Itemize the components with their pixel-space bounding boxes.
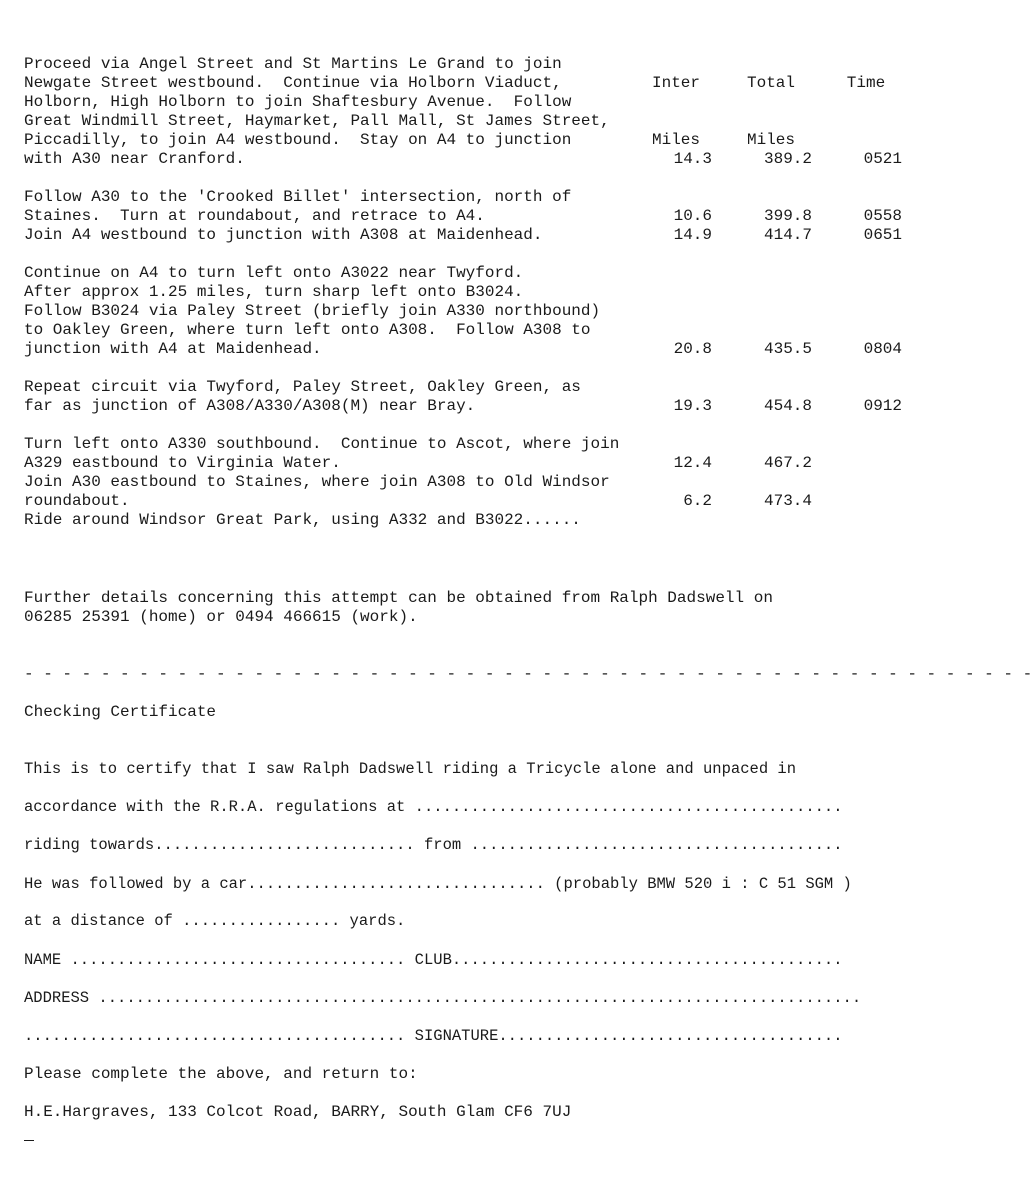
route-line: Follow A30 to the 'Crooked Billet' intersection, north of [24,188,572,206]
route-inter-value: 20.8 [673,340,712,358]
route-line: roundabout. [24,492,130,510]
certificate-line: This is to certify that I saw Ralph Dadswell riding a Tricycle alone and unpaced in [24,760,797,778]
route-inter-value: 6.2 [683,492,712,510]
route-time-value: 0558 [863,207,902,225]
route-total-value: 473.4 [763,492,812,510]
certificate-line: NAME .................................... CLUB.......................................... [24,951,843,969]
certificate-line: ......................................... SIGNATURE..................................... [24,1027,843,1045]
header-time [830,36,902,131]
certificate-line: at a distance of ................. yards. [24,912,406,930]
route-line: far as junction of A308/A330/A308(M) near Bray. [24,397,476,415]
route-total-value: 399.8 [763,207,812,225]
route-line: to Oakley Green, where turn left onto A308. Follow A308 to [24,321,591,339]
route-line: Follow B3024 via Paley Street (briefly join A330 northbound) [24,302,601,320]
route-line: Newgate Street westbound. Continue via Holborn Viaduct, [24,74,562,92]
header-inter-line1: Inter [651,74,700,92]
route-inter-value: 14.9 [673,226,712,244]
route-total-value: 467.2 [763,454,812,472]
header-inter-line2: Miles [651,131,700,149]
header-total-line2: Miles [746,131,795,149]
route-inter-value: 10.6 [673,207,712,225]
certificate-line: ADDRESS .................................................................................. [24,989,862,1007]
dashed-divider: - - - - - - - - - - - - - - - - - - - - - - - - - - - - - - - - - - - - - - - - - - - - - - - - - - - - - [24,665,1032,683]
route-line: Ride around Windsor Great Park, using A332 and B3022...... [24,511,581,529]
route-total-value: 389.2 [763,150,812,168]
route-line: junction with A4 at Maidenhead. [24,340,322,358]
return-address: H.E.Hargraves, 133 Colcot Road, BARRY, South Glam CF6 7UJ [24,1103,572,1121]
text-cursor [24,1140,34,1141]
route-time-value: 0651 [863,226,902,244]
certificate-line: riding towards............................ from ........................................ [24,836,843,854]
certificate-line: He was followed by a car................................ (probably BMW 520 i : C 51 SGM ) [24,875,852,893]
route-line: Holborn, High Holborn to join Shaftesbury Avenue. Follow [24,93,572,111]
route-time-value: 0912 [863,397,902,415]
header-time-line1: Time [846,74,886,92]
route-line: Turn left onto A330 southbound. Continue to Ascot, where join [24,435,620,453]
route-inter-value: 14.3 [673,150,712,168]
further-details-line: 06285 25391 (home) or 0494 466615 (work). [24,608,418,626]
route-line: Repeat circuit via Twyford, Paley Street, Oakley Green, as [24,378,581,396]
route-line: Continue on A4 to turn left onto A3022 near Twyford. [24,264,524,282]
route-total-value: 414.7 [763,226,812,244]
route-total-value: 435.5 [763,340,812,358]
header-total-line1: Total [746,74,795,92]
route-inter-value: 19.3 [673,397,712,415]
route-line: with A30 near Cranford. [24,150,245,168]
return-label: Please complete the above, and return to: [24,1065,418,1083]
certificate-title: Checking Certificate [24,703,217,721]
route-line: After approx 1.25 miles, turn sharp left onto B3024. [24,283,524,301]
route-line: Staines. Turn at roundabout, and retrace to A4. [24,207,485,225]
route-line: Proceed via Angel Street and St Martins Le Grand to join [24,55,562,73]
route-line: Join A30 eastbound to Staines, where join A308 to Old Windsor [24,473,610,491]
route-total-value: 454.8 [763,397,812,415]
certificate-line: accordance with the R.R.A. regulations at .............................................. [24,798,843,816]
route-line: A329 eastbound to Virginia Water. [24,454,341,472]
route-line: Piccadilly, to join A4 westbound. Stay on A4 to junction [24,131,572,149]
route-time-value: 0804 [863,340,902,358]
route-line: Great Windmill Street, Haymarket, Pall Mall, St James Street, [24,112,610,130]
route-inter-value: 12.4 [673,454,712,472]
further-details-line: Further details concerning this attempt can be obtained from Ralph Dadswell on [24,589,773,607]
route-time-value: 0521 [863,150,902,168]
route-line: Join A4 westbound to junction with A308 at Maidenhead. [24,226,543,244]
